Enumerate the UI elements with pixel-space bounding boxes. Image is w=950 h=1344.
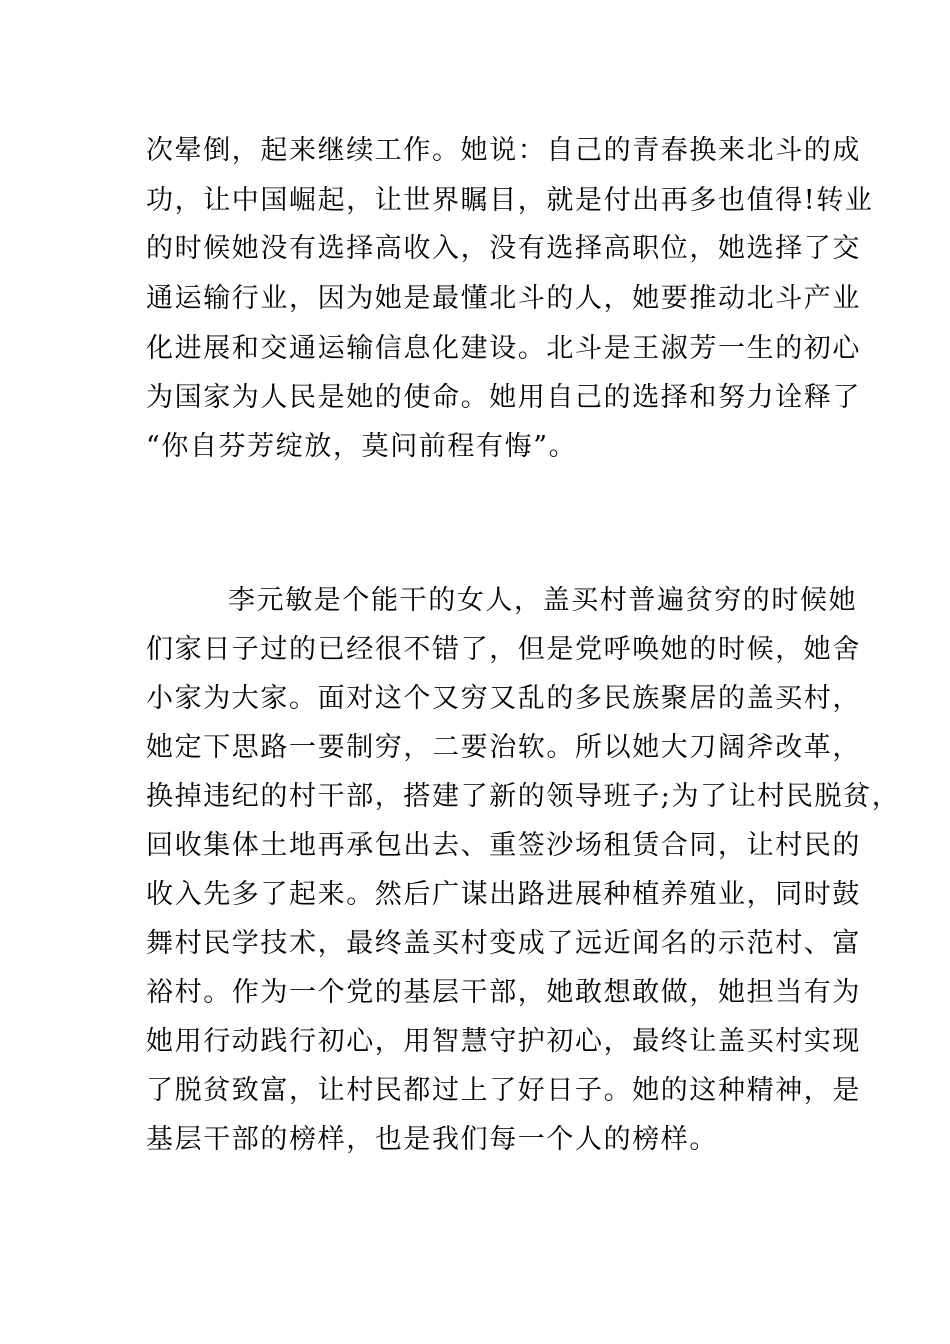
text-line: 化进展和交通运输信息化建设。北斗是王淑芳一生的初心: [146, 333, 861, 364]
text-line: 的时候她没有选择高收入，没有选择高职位，她选择了交: [146, 233, 861, 264]
text-line: 次晕倒，起来继续工作。她说：自己的青春换来北斗的成: [146, 135, 861, 166]
text-line: 基层干部的榜样，也是我们每一个人的榜样。: [146, 1124, 718, 1155]
text-line: 舞村民学技术，最终盖买村变成了远近闻名的示范村、富: [146, 928, 861, 959]
text-line: 通运输行业，因为她是最懂北斗的人，她要推动北斗产业: [146, 283, 861, 314]
text-line: 收入先多了起来。然后广谋出路进展种植养殖业，同时鼓: [146, 879, 861, 910]
text-line: 为国家为人民是她的使命。她用自己的选择和努力诠释了: [146, 382, 861, 413]
text-line: 了脱贫致富，让村民都过上了好日子。她的这种精神，是: [146, 1075, 861, 1106]
text-line: 她用行动践行初心，用智慧守护初心，最终让盖买村实现: [146, 1026, 861, 1057]
text-line: 小家为大家。面对这个又穷又乱的多民族聚居的盖买村，: [146, 683, 861, 714]
text-line: 裕村。作为一个党的基层干部，她敢想敢做，她担当有为: [146, 977, 861, 1008]
text-line: 回收集体土地再承包出去、重签沙场租赁合同，让村民的: [146, 830, 861, 861]
text-line-indented: 李元敏是个能干的女人，盖买村普遍贫穷的时候她: [228, 585, 858, 616]
text-line: 功，让中国崛起，让世界瞩目，就是付出再多也值得!转业: [146, 185, 874, 216]
text-line: “你自芬芳绽放，莫问前程有悔”。: [146, 431, 578, 462]
text-line: 们家日子过的已经很不错了，但是党呼唤她的时候，她舍: [146, 634, 861, 665]
text-line: 她定下思路一要制穷，二要治软。所以她大刀阔斧改革，: [146, 732, 861, 763]
text-line: 换掉违纪的村干部，搭建了新的领导班子;为了让村民脱贫，: [146, 781, 901, 812]
